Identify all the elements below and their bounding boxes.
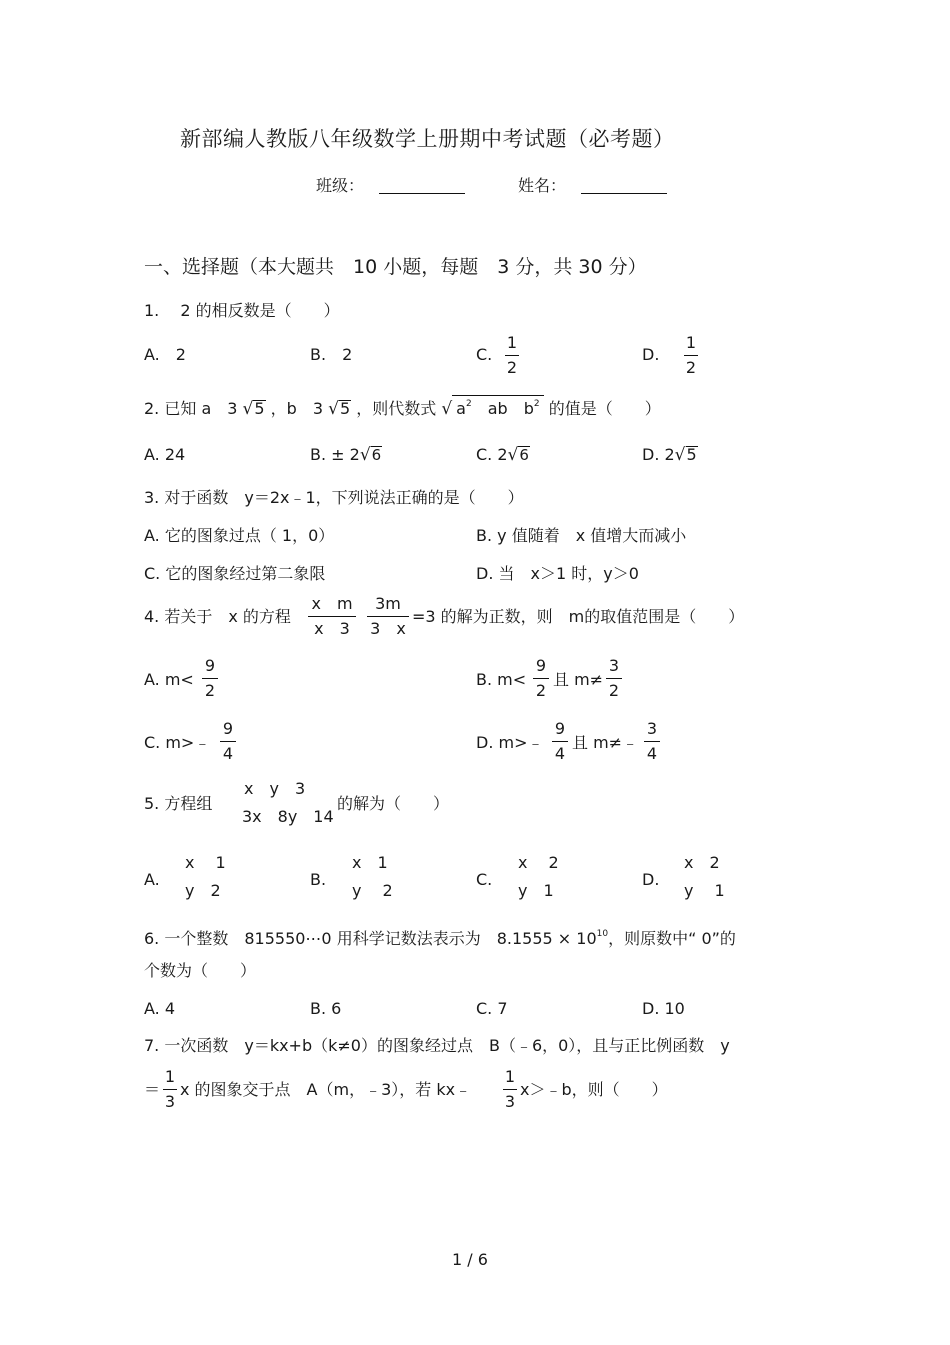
q5-option-a: A. xyxy=(144,870,160,889)
q4-option-a: A. m< xyxy=(144,670,194,689)
class-input-line[interactable] xyxy=(379,193,465,194)
question-1-stem: 1. 2 的相反数是（ ） xyxy=(144,301,340,320)
q4-c-fraction: 9 4 xyxy=(220,720,236,763)
q1-option-a: A. 2 xyxy=(144,345,186,364)
q4-option-b: B. m< xyxy=(476,670,527,689)
q6-option-c: C. 7 xyxy=(476,999,508,1018)
q3-option-d: D. 当 x＞1 时，y＞0 xyxy=(476,564,639,583)
q1-d-fraction: 1 2 xyxy=(685,333,697,377)
q5-a-system: x 1 y 2 xyxy=(185,853,226,900)
question-3-stem: 3. 对于函数 y＝2x﹣1，下列说法正确的是（ ） xyxy=(144,488,524,507)
question-6-stem-line2: 个数为（ ） xyxy=(144,961,257,980)
q5-option-c: C. xyxy=(476,870,493,889)
radical-expression: $a^2$ ab $b^2$ xyxy=(452,395,543,417)
q4-fraction-2: 3m 3 x xyxy=(367,595,409,638)
q1-option-c: C. xyxy=(476,345,493,364)
question-4-stem-start: 4. 若关于 x 的方程 xyxy=(144,607,291,626)
question-5-stem-end: 的解为（ ） xyxy=(337,794,450,813)
name-label: 姓名： xyxy=(518,176,567,195)
q3-option-a: A. 它的图象过点（ 1，0） xyxy=(144,526,335,545)
sqrt-5-second: 5 xyxy=(339,399,351,418)
q4-d-fraction-2: 3 4 xyxy=(644,720,660,763)
q6-option-d: D. 10 xyxy=(642,999,685,1018)
q7-fraction-1: 1 3 xyxy=(164,1067,176,1111)
q6-option-b: B. 6 xyxy=(310,999,342,1018)
q4-b-fraction: 9 2 xyxy=(533,657,549,700)
q1-option-b: B. 2 xyxy=(310,345,353,364)
q5-d-system: x 2 y 1 xyxy=(684,853,725,900)
q2-option-d: D. 2√5 xyxy=(642,445,697,465)
q4-a-fraction: 9 2 xyxy=(202,657,218,700)
question-7-line2-end: x＞﹣b，则（ ） xyxy=(520,1080,668,1099)
q4-b-fraction-2: 3 2 xyxy=(606,657,622,700)
name-input-line[interactable] xyxy=(581,193,667,194)
question-5-stem-start: 5. 方程组 xyxy=(144,794,213,813)
q1-c-fraction: 1 2 xyxy=(506,333,518,377)
q2-option-a: A. 24 xyxy=(144,445,186,464)
class-label: 班级： xyxy=(316,176,365,195)
question-7-line1: 7. 一次函数 y＝kx+b（k≠0）的图象经过点 B（﹣6，0），且与正比例函数 y xyxy=(144,1036,730,1055)
question-6-stem: 6. 一个整数 815550⋯0 用科学记数法表示为 $8.1555 \times 10^{10}$，则原数中“ 0”的 xyxy=(144,929,736,948)
q4-b-condition: 且 m≠ xyxy=(553,670,604,689)
q4-option-d: D. m>﹣ xyxy=(476,733,544,752)
q4-option-c: C. m>﹣ xyxy=(144,733,211,752)
q5-option-b: B. xyxy=(310,870,327,889)
q2-option-b: B. ± 2√6 xyxy=(310,445,382,465)
q4-fraction-1: x m x 3 xyxy=(308,595,356,638)
sqrt-5: 5 xyxy=(254,399,265,418)
page-number: 1 / 6 xyxy=(452,1250,488,1269)
q3-option-b: B. y 值随着 x 值增大而减小 xyxy=(476,526,687,545)
question-7-line2-start: ＝ xyxy=(144,1080,161,1099)
q5-option-d: D. xyxy=(642,870,660,889)
q5-c-system: x 2 y 1 xyxy=(518,853,559,900)
q6-option-a: A. 4 xyxy=(144,999,176,1018)
q1-option-d: D. xyxy=(642,345,660,364)
name-field xyxy=(518,176,667,196)
q2-option-c: C. 2√6 xyxy=(476,445,529,465)
q5-b-system: x 1 y 2 xyxy=(352,853,393,900)
q5-equation-system: x y 3 3x 8y 14 xyxy=(242,779,334,826)
page-title: 新部编人教版八年级数学上册期中考试题（必考题） xyxy=(180,127,675,151)
question-4-stem-end: =3 的解为正数，则 m的取值范围是（ ） xyxy=(412,607,745,626)
q7-fraction-2: 1 3 xyxy=(504,1067,516,1111)
q3-option-c: C. 它的图象经过第二象限 xyxy=(144,564,326,583)
section-heading: 一、选择题（本大题共 10 小题，每题 3 分，共 30 分） xyxy=(144,256,647,278)
question-2-stem: 2. 已知 a 3 √5 ，b 3 √5 ，则代数式 √ $a^2$ ab $b^2$ 的值是（ ） xyxy=(144,395,661,419)
class-field xyxy=(316,176,465,196)
question-7-line2-mid: x 的图象交于点 A（m，﹣3），若 kx﹣ xyxy=(180,1080,472,1099)
q4-d-fraction: 9 4 xyxy=(552,720,568,763)
q4-d-condition: 且 m≠﹣ xyxy=(572,733,639,752)
